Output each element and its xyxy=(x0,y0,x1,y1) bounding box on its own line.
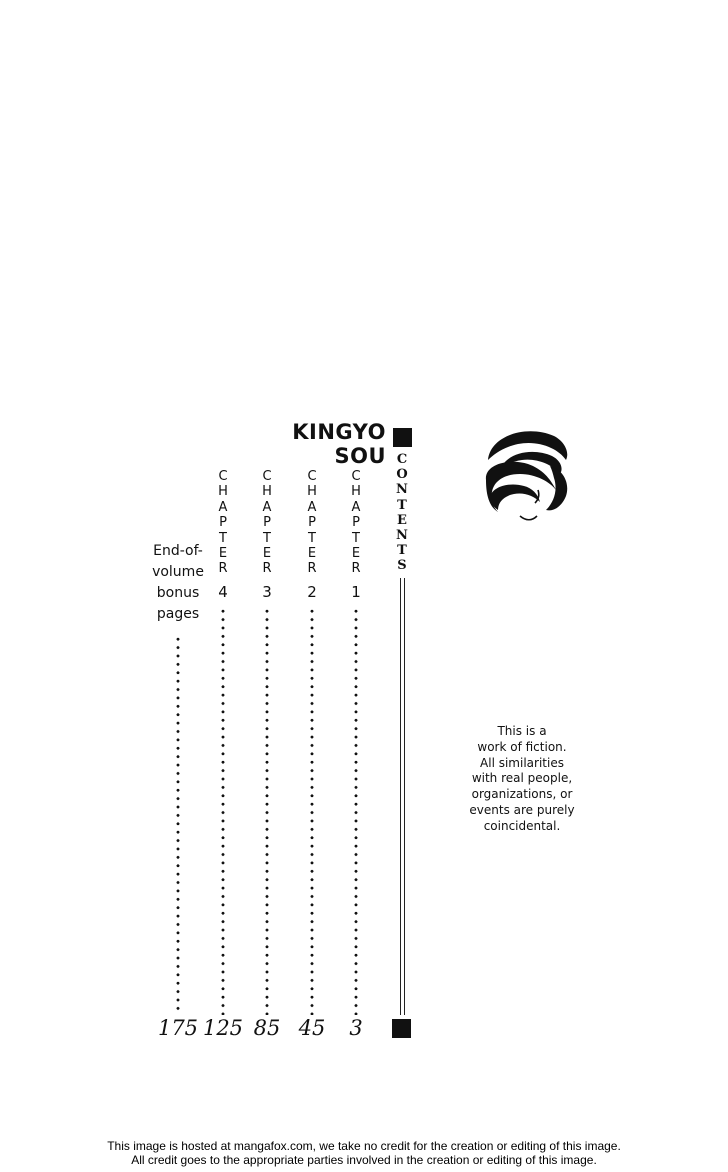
chapter-number: 3 xyxy=(262,583,272,601)
contents-vertical-label xyxy=(392,452,412,574)
swirl-face-logo-icon xyxy=(480,426,572,526)
contents-end-square-marker xyxy=(392,1019,411,1038)
dotted-leader xyxy=(221,607,225,1015)
dotted-leader xyxy=(354,607,358,1015)
bonus-line: pages xyxy=(156,606,200,622)
footer-line-1: This image is hosted at mangafox.com, we take no credit for the creation or editing of this image. xyxy=(107,1139,621,1153)
disclaimer-line: This is a xyxy=(497,724,547,738)
chapter-page-number: 125 xyxy=(202,1016,244,1040)
bonus-pages-label xyxy=(130,541,226,625)
chapter-number: 4 xyxy=(218,583,228,601)
dotted-leader xyxy=(265,607,269,1015)
chapter-page-number: 3 xyxy=(349,1016,363,1040)
bonus-line: End-of- xyxy=(153,543,203,559)
disclaimer-line: events are purely xyxy=(469,802,575,817)
chapter-number: 1 xyxy=(351,583,361,601)
chapter-label: C H A P T E R xyxy=(262,469,272,577)
bonus-line: volume xyxy=(152,564,204,580)
disclaimer-line: coincidental. xyxy=(483,818,561,833)
dotted-leader xyxy=(310,607,314,1015)
title-square-marker xyxy=(393,428,412,447)
dotted-leader xyxy=(176,635,180,1015)
disclaimer-line: work of fiction. xyxy=(477,739,567,754)
page-title: KINGYO SOU xyxy=(292,420,386,468)
contents-label-text: C O N T E N T S xyxy=(396,452,408,574)
footer-line-2: All credit goes to the appropriate parties involved in the creation or editing of this image. xyxy=(131,1153,597,1167)
fiction-disclaimer xyxy=(452,724,592,835)
contents-double-line xyxy=(400,578,405,1015)
chapter-label: C H A P T E R xyxy=(351,469,361,577)
chapter-page-number: 85 xyxy=(253,1016,281,1040)
hosting-credit-footer xyxy=(0,1139,728,1167)
chapter-label: C H A P T E R xyxy=(218,469,228,577)
bonus-line: bonus xyxy=(156,585,200,601)
disclaimer-line: organizations, or xyxy=(471,787,573,802)
bonus-page-number: 175 xyxy=(157,1016,199,1040)
chapter-page-number: 45 xyxy=(298,1016,326,1040)
chapter-number: 2 xyxy=(307,583,317,601)
disclaimer-line: All similarities xyxy=(480,755,564,770)
chapter-label: C H A P T E R xyxy=(307,469,317,577)
disclaimer-line: with real people, xyxy=(471,771,573,786)
